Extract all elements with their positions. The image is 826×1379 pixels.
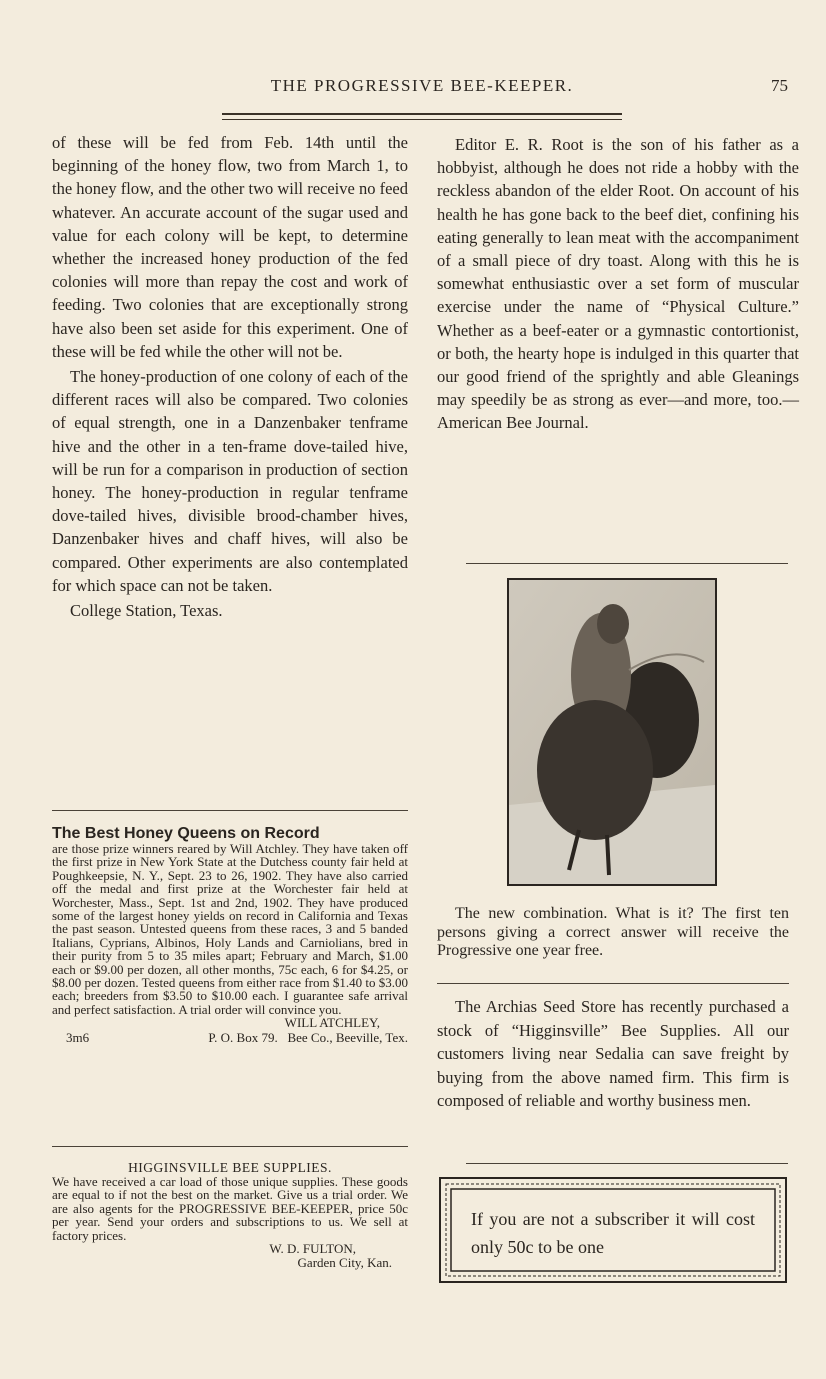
- paragraph: The honey-production of one colony of each of the different races will also be compared. Two colonies of equal strength, one in a Danzenbaker tenframe hive and the other in a ten-frame dove-tailed hive, will be run for a comparison in production of section honey. The honey-production in regular tenframe dove-tailed hives, divisible brood-chamber hives, Danzenbaker hives and chaff hives, will also be compared. Other experiments are also contemplated for which space can not be taken.: [52, 367, 408, 595]
- photo-caption: The new combination. What is it? The first ten persons giving a correct answer will receive the Progressive one year free.: [437, 905, 789, 959]
- photo-image: [509, 580, 715, 884]
- page-header: [52, 76, 792, 100]
- column-divider: [466, 563, 788, 564]
- ad-address: P. O. Box 79. Bee Co., Beeville, Tex.: [208, 1030, 408, 1046]
- notice-paragraph: The Archias Seed Store has recently purchased a stock of “Higginsville” Bee Supplies. All our customers living near Sedalia can save freight by buying from the above named firm. This firm is composed of reliable and worthy business men.: [437, 997, 789, 1111]
- ad-body: are those prize winners reared by Will Atchley. They have taken off the first prize in New York State at the Dutchess county fair held at Poughkeepsie, N. Y., Sept. 23 to 26, 1902. They have also carried off the medal and first prize at the Worchester fair held at Worchester, Mass., Sept. 1st and 2nd, 1902. They have produced some of the largest honey yields on record in California and Texas the past season. Untested queens from these races, 3 and 5 banded Italians, Cyprians, Albinos, Holy Lands and Carniolians, bred in their purity from 5 to 35 miles apart; February and March, $1.00 each or $9.00 per dozen, all other months, 75c each, 6 for $4.25, or $8.00 per dozen. Tested queens from either race from $1.40 to $3.00 each; breeders from $3.50 to $10.00 each. I guarantee safe arrival and perfect satisfaction. A trial order will convince you.: [52, 841, 408, 1017]
- photograph: [507, 578, 717, 886]
- running-title: THE PROGRESSIVE BEE-KEEPER.: [270, 76, 574, 95]
- queens-ad: [52, 826, 408, 1045]
- photo-caption-block: [437, 905, 789, 961]
- header-rule-top: [222, 113, 622, 115]
- archias-notice: [437, 995, 789, 1113]
- ad-signature: WILL ATCHLEY,: [284, 1015, 380, 1031]
- paragraph: of these will be fed from Feb. 14th until the beginning of the honey flow, two from March 1, to the honey flow, and the other two will receive no feed whatever. An accurate account of the sugar used and value for each colony will be kept, to determine whether the increased honey production of the fed colonies will more than repay the cost and work of feeding. Two colonies that are exceptionally strong have also been set aside for this experiment. One of these will be fed while the other will not be.: [52, 133, 408, 361]
- right-column: [437, 133, 799, 435]
- ad-signature: W. D. FULTON,: [269, 1241, 356, 1257]
- signoff: College Station, Texas.: [70, 601, 223, 621]
- editorial-paragraph: Editor E. R. Root is the son of his father as a hobbyist, although he does not ride a hobby with the reckless abandon of the elder Root. On account of his health he has gone back to the beef diet, confining his eating generally to lean meat with the accompaniment of a small piece of dry toast. Along with this he is somewhat enthusiastic over a set form of muscular exercise under the name of “Physical Culture.” Whether as a beef-eater or a gymnastic contortionist, or both, the hearty hope is indulged in this quarter that our good friend of the sprightly and able Gleanings may speedily be as strong as ever—and more, too.—American Bee Journal.: [437, 135, 799, 433]
- column-divider: [466, 1163, 788, 1164]
- column-divider: [52, 1146, 408, 1147]
- page-number: 75: [771, 76, 788, 95]
- ad-heading: The Best Honey Queens on Record: [52, 825, 320, 842]
- higginsville-ad: [52, 1160, 408, 1270]
- column-divider: [52, 810, 408, 811]
- ad-location: Garden City, Kan.: [297, 1255, 392, 1271]
- header-rule-bottom: [222, 119, 622, 120]
- ad-body: We have received a car load of those unique supplies. These goods are equal to if not the best on the market. Give us a trial order. We are also agents for the PROGRESSIVE BEE-KEEPER, price 50c per year. Send your orders and subscriptions to us. We sell at factory prices.: [52, 1174, 408, 1243]
- banner-text: If you are not a subscriber it will cost only 50c to be one: [471, 1209, 755, 1257]
- column-divider: [437, 983, 789, 984]
- ad-footer-line: [52, 1030, 408, 1045]
- article-continuation: [52, 131, 408, 622]
- ad-code: 3m6: [66, 1030, 90, 1046]
- left-column: [52, 131, 408, 622]
- subscriber-banner: [437, 1175, 789, 1285]
- ad-heading: HIGGINSVILLE BEE SUPPLIES.: [128, 1160, 332, 1175]
